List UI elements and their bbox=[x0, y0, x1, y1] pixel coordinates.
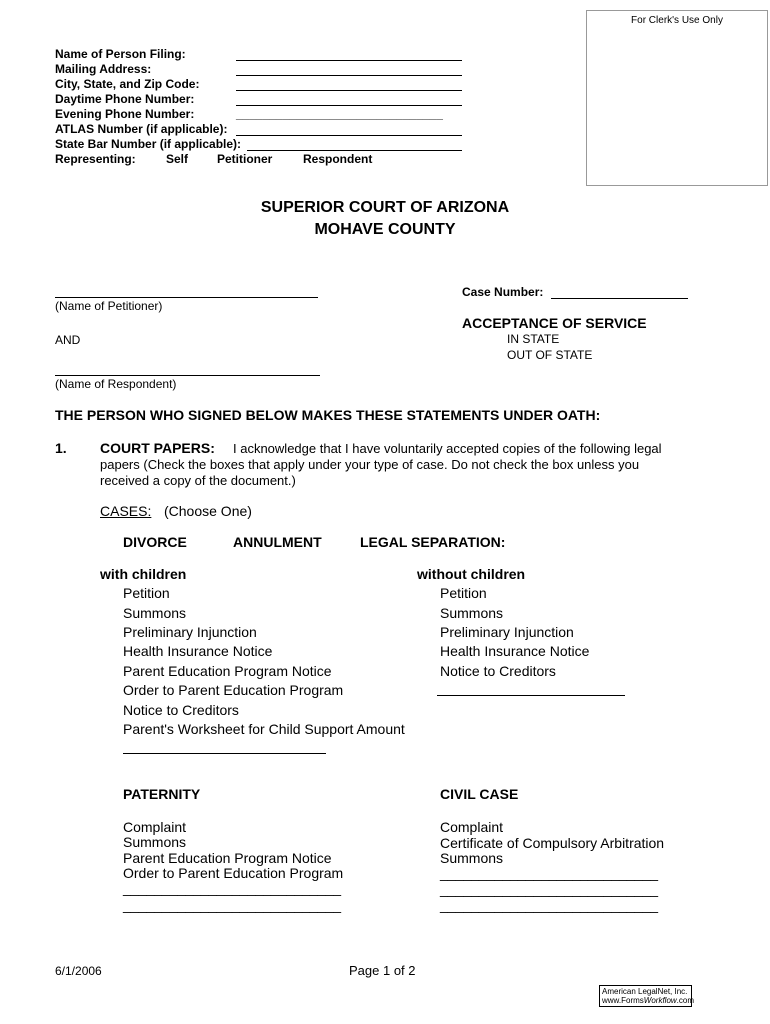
petitioner-name-line[interactable] bbox=[55, 297, 318, 298]
with-children-item[interactable]: Summons bbox=[123, 605, 187, 621]
acknowledge-text-line3: received a copy of the document.) bbox=[100, 473, 296, 488]
representing-petitioner-option[interactable]: Petitioner bbox=[217, 152, 273, 166]
paternity-item[interactable]: Summons bbox=[123, 834, 187, 850]
civil-case-other-line[interactable]: ____________________________ bbox=[440, 865, 659, 881]
civil-case-item[interactable]: Summons bbox=[440, 850, 504, 866]
choose-one-note: (Choose One) bbox=[164, 503, 252, 519]
state-bar-number-label: State Bar Number (if applicable): bbox=[55, 137, 242, 151]
without-children-heading: without children bbox=[417, 566, 526, 582]
with-children-item[interactable]: Preliminary Injunction bbox=[123, 624, 257, 640]
civil-case-other-line[interactable]: ____________________________ bbox=[440, 897, 659, 913]
in-state-option[interactable]: IN STATE bbox=[507, 332, 560, 346]
and-label: AND bbox=[55, 333, 81, 347]
respondent-name-line[interactable] bbox=[55, 375, 320, 376]
without-children-other-line[interactable] bbox=[437, 695, 625, 696]
with-children-other-line[interactable] bbox=[123, 753, 326, 754]
without-children-item[interactable]: Notice to Creditors bbox=[440, 663, 556, 679]
without-children-item[interactable]: Summons bbox=[440, 605, 504, 621]
atlas-number-line[interactable] bbox=[236, 135, 462, 136]
representing-respondent-option[interactable]: Respondent bbox=[303, 152, 373, 166]
city-state-zip-label: City, State, and Zip Code: bbox=[55, 77, 200, 91]
with-children-item[interactable]: Order to Parent Education Program bbox=[123, 682, 344, 698]
daytime-phone-label: Daytime Phone Number: bbox=[55, 92, 195, 106]
mailing-address-label: Mailing Address: bbox=[55, 62, 152, 76]
evening-phone-label: Evening Phone Number: bbox=[55, 107, 195, 121]
with-children-item[interactable]: Notice to Creditors bbox=[123, 702, 239, 718]
with-children-item[interactable]: Health Insurance Notice bbox=[123, 643, 273, 659]
filer-name-line[interactable] bbox=[236, 60, 462, 61]
case-number-line[interactable] bbox=[551, 298, 688, 299]
representing-label: Representing: bbox=[55, 152, 136, 166]
court-papers-heading: COURT PAPERS: bbox=[100, 440, 215, 456]
daytime-phone-line[interactable] bbox=[236, 105, 462, 106]
petitioner-label: (Name of Petitioner) bbox=[55, 299, 163, 313]
without-children-item[interactable]: Preliminary Injunction bbox=[440, 624, 574, 640]
cases-label: CASES: bbox=[100, 503, 152, 519]
legal-separation-option[interactable]: LEGAL SEPARATION: bbox=[360, 534, 506, 550]
divorce-option[interactable]: DIVORCE bbox=[123, 534, 187, 550]
badge-company: American LegalNet, Inc. bbox=[602, 987, 688, 996]
american-legalnet-badge[interactable] bbox=[599, 985, 695, 1007]
paternity-item[interactable]: Order to Parent Education Program bbox=[123, 865, 344, 881]
clerks-use-label: For Clerk's Use Only bbox=[631, 15, 723, 26]
filer-name-label: Name of Person Filing: bbox=[55, 47, 186, 61]
out-of-state-option[interactable]: OUT OF STATE bbox=[507, 348, 593, 362]
with-children-item[interactable]: Petition bbox=[123, 585, 170, 601]
badge-url: www.FormsWorkflow.com bbox=[602, 996, 695, 1005]
with-children-item[interactable]: Parent's Worksheet for Child Support Amount bbox=[123, 721, 405, 737]
paternity-other-line[interactable]: ____________________________ bbox=[123, 880, 342, 896]
annulment-option[interactable]: ANNULMENT bbox=[233, 534, 322, 550]
section-1-number: 1. bbox=[55, 440, 67, 456]
paternity-item[interactable]: Complaint bbox=[123, 819, 187, 835]
city-state-zip-line[interactable] bbox=[236, 90, 462, 91]
county-name: MOHAVE COUNTY bbox=[314, 221, 456, 238]
respondent-label: (Name of Respondent) bbox=[55, 377, 177, 391]
state-bar-number-line[interactable] bbox=[247, 150, 462, 151]
document-title: ACCEPTANCE OF SERVICE bbox=[462, 315, 647, 331]
representing-self-option[interactable]: Self bbox=[166, 152, 189, 166]
mailing-address-line[interactable] bbox=[236, 75, 462, 76]
page-number: Page 1 of 2 bbox=[349, 963, 416, 978]
without-children-item[interactable]: Health Insurance Notice bbox=[440, 643, 590, 659]
without-children-item[interactable]: Petition bbox=[440, 585, 487, 601]
court-name: SUPERIOR COURT OF ARIZONA bbox=[260, 199, 510, 216]
civil-case-item[interactable]: Certificate of Compulsory Arbitration bbox=[440, 835, 665, 851]
acknowledge-text-line2: papers (Check the boxes that apply under your type of case. Do not check the box unless you bbox=[100, 457, 640, 472]
clerks-use-box bbox=[586, 10, 768, 186]
civil-case-heading[interactable]: CIVIL CASE bbox=[440, 786, 519, 802]
form-date: 6/1/2006 bbox=[55, 964, 102, 978]
civil-case-other-line[interactable]: ____________________________ bbox=[440, 881, 659, 897]
case-number-label: Case Number: bbox=[462, 285, 544, 299]
with-children-item[interactable]: Parent Education Program Notice bbox=[123, 663, 332, 679]
acknowledge-text-line1: I acknowledge that I have voluntarily accepted copies of the following legal bbox=[233, 441, 662, 456]
paternity-item[interactable]: Parent Education Program Notice bbox=[123, 850, 332, 866]
oath-heading: THE PERSON WHO SIGNED BELOW MAKES THESE STATEMENTS UNDER OATH: bbox=[55, 407, 601, 423]
evening-phone-line[interactable]: _______________________________ bbox=[236, 107, 443, 121]
with-children-heading: with children bbox=[100, 566, 187, 582]
atlas-number-label: ATLAS Number (if applicable): bbox=[55, 122, 228, 136]
paternity-other-line[interactable]: ____________________________ bbox=[123, 897, 342, 913]
paternity-heading[interactable]: PATERNITY bbox=[123, 786, 201, 802]
civil-case-item[interactable]: Complaint bbox=[440, 819, 504, 835]
